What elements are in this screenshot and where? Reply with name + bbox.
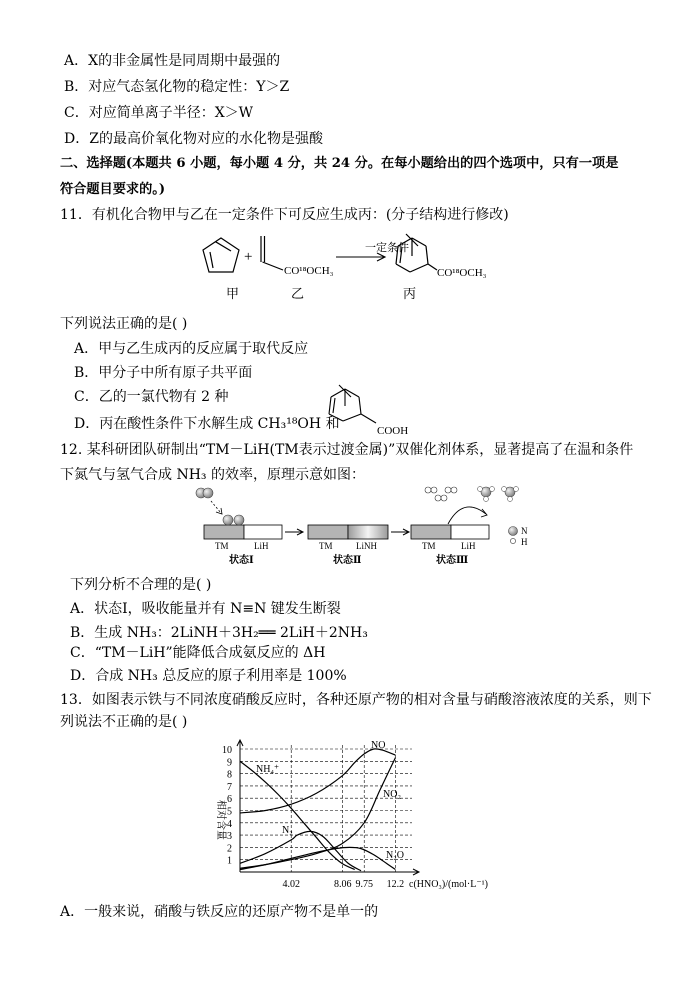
- series-label: N₂O: [386, 850, 404, 861]
- label-bing: 丙: [403, 286, 417, 301]
- ester-group-b: CO¹⁸OCH₃: [284, 265, 334, 277]
- q12-option-b: B．生成 NH₃：2LiNH＋3H₂══ 2LiH＋2NH₃: [70, 625, 368, 641]
- label-jia: 甲: [226, 286, 240, 301]
- q11-question: 下列说法正确的是( ): [60, 316, 188, 332]
- y-tick-label: 10: [222, 745, 232, 756]
- q12-stem-line2: 下氮气与氢气合成 NH₃ 的效率，原理示意如图：: [60, 467, 365, 483]
- y-tick-label: 9: [227, 757, 232, 769]
- state2-label: 状态Ⅱ: [333, 555, 362, 566]
- q12-option-c: C．“TM－LiH”能降低合成氨反应的 ΔH: [70, 645, 326, 661]
- q10-option-c: C．对应简单离子半径：X＞W: [64, 105, 254, 121]
- q13-option-a: A．一般来说，硝酸与铁反应的还原产物不是单一的: [60, 904, 379, 920]
- state2-linh-label: LiNH: [356, 541, 377, 551]
- series-label: NH₄⁺: [256, 764, 280, 775]
- chart-x-axis-label: c(HNO₃)/(mol·L⁻¹): [409, 879, 488, 890]
- series-line: [240, 761, 355, 869]
- y-tick-label: 8: [227, 769, 232, 781]
- q12-question: 下列分析不合理的是( ): [70, 577, 212, 593]
- ester-group-c: CO¹⁸OCH₃: [437, 267, 487, 279]
- y-tick-label: 5: [227, 806, 232, 818]
- label-yi: 乙: [291, 286, 305, 301]
- y-tick-label: 6: [227, 794, 232, 806]
- state1-label: 状态Ⅰ: [229, 555, 254, 566]
- y-tick-label: 3: [227, 831, 232, 843]
- y-tick-label: 1: [227, 855, 232, 867]
- q11-option-c: C．乙的一氯代物有 2 种: [74, 389, 229, 405]
- state3-lih-label: LiH: [461, 541, 476, 551]
- reaction-condition: 一定条件: [365, 242, 409, 254]
- y-tick-label: 7: [227, 781, 232, 793]
- legend-n-label: N: [521, 526, 528, 536]
- q12-stem-line1: 12. 某科研团队研制出“TM－LiH(TM表示过渡金属)”双催化剂体系，显著提高了在温和条件: [60, 442, 634, 458]
- q13-stem-line2: 列说法不正确的是( ): [60, 714, 188, 730]
- section-heading-line1: 二、选择题(本题共 6 小题，每小题 4 分，共 24 分。在每小题给出的四个选项中，只有一项是: [60, 156, 619, 171]
- series-line: [240, 847, 395, 869]
- plus-sign: +: [244, 249, 253, 265]
- state3-tm-label: TM: [422, 541, 436, 551]
- series-label: NO: [371, 740, 386, 751]
- q10-option-a: A．X的非金属性是同周期中最强的: [64, 53, 281, 69]
- legend-h-label: H: [521, 537, 528, 547]
- q10-option-d: D．Z的最高价氧化物对应的水化物是强酸: [64, 131, 323, 147]
- section-heading-line2: 符合题目要求的。): [60, 182, 166, 197]
- y-tick-label: 4: [227, 818, 232, 830]
- q11-stem: 11．有机化合物甲与乙在一定条件下可反应生成丙：(分子结构进行修改): [60, 207, 509, 223]
- q11-option-d: D．丙在酸性条件下水解生成 CH₃¹⁸OH 和: [74, 416, 340, 432]
- state3-label: 状态Ⅲ: [436, 555, 469, 566]
- x-tick-label: 8.06: [333, 879, 352, 890]
- state2-tm-label: TM: [319, 541, 333, 551]
- x-tick-label: 9.75: [355, 879, 373, 890]
- q10-option-b: B．对应气态氢化物的稳定性：Y＞Z: [64, 79, 290, 95]
- x-tick-label: 12.2: [386, 879, 405, 890]
- y-tick-label: 2: [227, 843, 232, 855]
- q11-option-b: B．甲分子中所有原子共平面: [74, 365, 253, 381]
- series-label: N₂: [282, 825, 293, 836]
- chart-y-axis-label: 相对含量: [215, 800, 226, 840]
- state1-tm-label: TM: [215, 541, 229, 551]
- series-label: NO₂: [383, 789, 401, 800]
- q11-option-a: A．甲与乙生成丙的反应属于取代反应: [74, 341, 309, 357]
- q13-stem-line1: 13．如图表示铁与不同浓度硝酸反应时，各种还原产物的相对含量与硝酸溶液浓度的关系，则下: [60, 692, 652, 708]
- cooh-group: COOH: [377, 425, 409, 437]
- q12-option-d: D．合成 NH₃ 总反应的原子利用率是 100%: [70, 668, 347, 684]
- x-tick-label: 4.02: [282, 879, 300, 890]
- state1-lih-label: LiH: [254, 541, 269, 551]
- q12-option-a: A．状态Ⅰ，吸收能量并有 N≡N 键发生断裂: [70, 601, 341, 617]
